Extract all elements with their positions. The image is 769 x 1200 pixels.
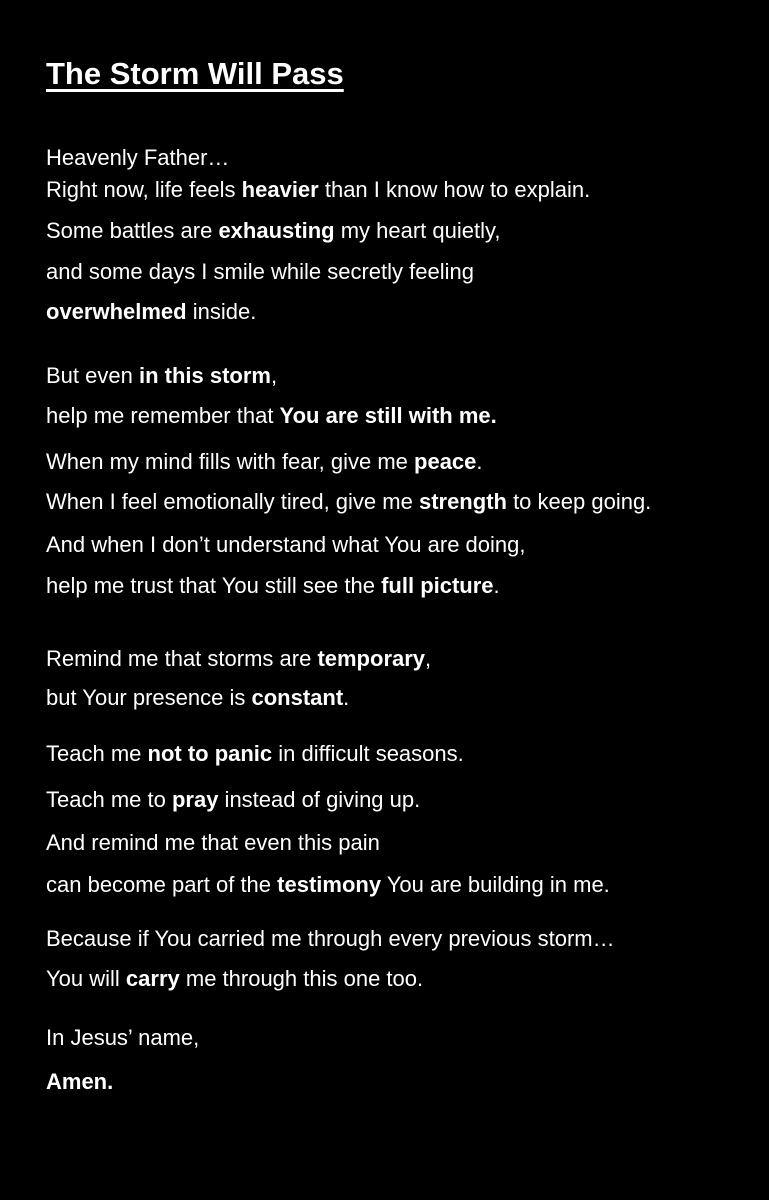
emphasis-text: in this storm [138, 363, 271, 388]
prayer-line: And remind me that even this pain [46, 830, 380, 855]
emphasis-text: Amen. [46, 1069, 114, 1094]
prayer-line: Because if You carried me through every previous storm… [46, 926, 615, 951]
prayer-line: and some days I smile while secretly feeling [46, 259, 474, 284]
emphasis-text: You are still with me. [279, 403, 497, 428]
emphasis-text: carry [125, 966, 180, 991]
emphasis-text: testimony [277, 872, 382, 897]
prayer-line: Remind me that storms are temporary, [46, 646, 432, 671]
prayer-line: You will carry me through this one too. [46, 966, 424, 991]
prayer-line: overwhelmed inside. [46, 299, 257, 324]
prayer-line: help me trust that You still see the full picture. [46, 573, 500, 598]
prayer-line: help me remember that You are still with me. [46, 403, 497, 428]
prayer-line: Some battles are exhausting my heart quietly, [46, 218, 501, 243]
emphasis-text: peace [414, 449, 477, 474]
prayer-line: Heavenly Father… [46, 145, 230, 170]
prayer-line: When my mind fills with fear, give me peace. [46, 449, 483, 474]
prayer-line: can become part of the testimony You are building in me. [46, 872, 610, 897]
prayer-line: but Your presence is constant. [46, 685, 350, 710]
prayer-line: But even in this storm, [46, 363, 278, 388]
emphasis-text: full picture [381, 573, 494, 598]
prayer-line: In Jesus’ name, [46, 1025, 200, 1050]
closing-amen [46, 1068, 113, 1096]
emphasis-text: overwhelmed [46, 299, 187, 324]
emphasis-text: pray [171, 787, 219, 812]
prayer-line: And when I don’t understand what You are doing, [46, 532, 526, 557]
prayer-line: When I feel emotionally tired, give me strength to keep going. [46, 489, 652, 514]
emphasis-text: strength [418, 489, 507, 514]
emphasis-text: not to panic [147, 741, 273, 766]
prayer-line: Teach me not to panic in difficult seasons. [46, 741, 464, 766]
page-title: The Storm Will Pass [46, 56, 344, 91]
emphasis-text: constant [251, 685, 344, 710]
emphasis-text: heavier [241, 177, 319, 202]
prayer-line: Right now, life feels heavier than I know how to explain. [46, 177, 591, 202]
emphasis-text: exhausting [218, 218, 335, 243]
prayer-line: Teach me to pray instead of giving up. [46, 787, 421, 812]
emphasis-text: temporary [317, 646, 426, 671]
